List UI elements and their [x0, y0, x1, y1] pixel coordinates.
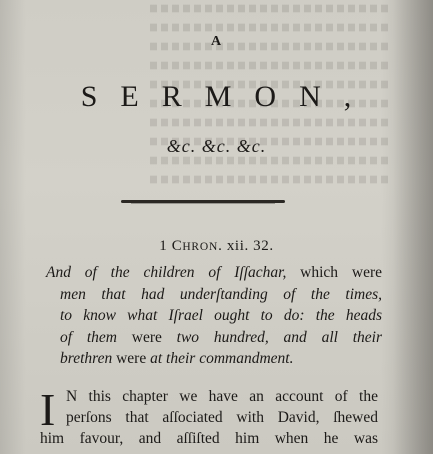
reference-book-smallcaps: HRON [182, 241, 219, 253]
quote-text: And of the children of Iſſachar, [46, 264, 301, 281]
body-paragraph [40, 386, 378, 449]
scripture-quote [42, 262, 382, 370]
scripture-reference [0, 238, 433, 255]
page-edge-shadow [393, 0, 433, 454]
quote-text-roman: were [116, 350, 147, 367]
quote-line [42, 262, 382, 284]
quote-text: at their commandment. [146, 350, 294, 367]
quote-line [42, 284, 382, 306]
quote-text-roman: were [131, 328, 162, 346]
body-line: him favour, and aſſiſted him when he was [40, 430, 378, 447]
quote-line [42, 348, 382, 370]
quote-text-roman: which were [300, 264, 382, 281]
quote-text: men that had underſtanding of the times, [60, 285, 382, 303]
quote-text: two hundred, and all their [161, 328, 383, 346]
reference-verse: . xii. 32. [218, 238, 274, 254]
body-line: N this chapter we have an account of the [66, 388, 378, 405]
page-title: SERMON, [80, 80, 375, 113]
quote-text: of them [60, 328, 132, 346]
heading-article: A [210, 34, 223, 49]
quote-text: brethren [60, 350, 117, 367]
quote-line [42, 305, 382, 327]
reference-book-initial: 1 C [159, 238, 183, 254]
etcetera-line: &c. &c. &c. [166, 136, 267, 156]
quote-line [42, 327, 382, 349]
body-line: perſons that aſſociated with David, ſhewed [66, 409, 378, 426]
quote-text: to know what Iſrael ought to do: the heads [60, 307, 382, 324]
drop-cap: I [40, 384, 56, 435]
horizontal-rule [121, 200, 285, 203]
